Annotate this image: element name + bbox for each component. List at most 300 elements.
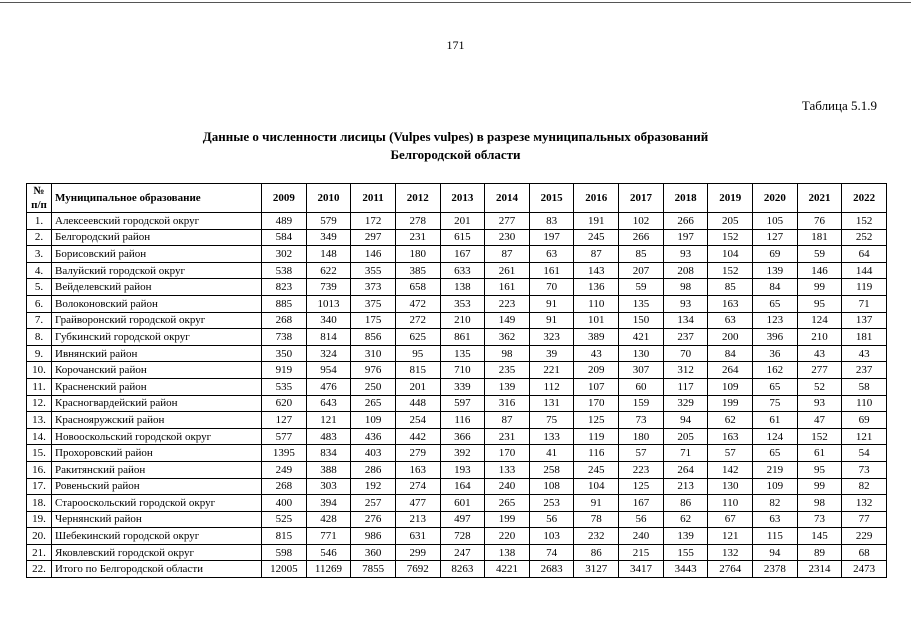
row-index: 10. <box>27 362 52 379</box>
count-cell: 489 <box>262 213 307 230</box>
municipality-name: Чернянский район <box>52 511 262 528</box>
count-cell: 76 <box>797 213 842 230</box>
count-cell: 167 <box>440 246 485 263</box>
count-cell: 210 <box>797 329 842 346</box>
count-cell: 135 <box>619 295 664 312</box>
count-cell: 73 <box>797 511 842 528</box>
count-cell: 253 <box>529 495 574 512</box>
count-cell: 2314 <box>797 561 842 578</box>
count-cell: 161 <box>529 262 574 279</box>
count-cell: 237 <box>663 329 708 346</box>
count-cell: 77 <box>842 511 887 528</box>
table-row <box>27 395 887 412</box>
count-cell: 43 <box>842 345 887 362</box>
count-cell: 59 <box>619 279 664 296</box>
count-cell: 170 <box>485 445 530 462</box>
count-cell: 268 <box>262 478 307 495</box>
count-cell: 232 <box>574 528 619 545</box>
count-cell: 266 <box>619 229 664 246</box>
count-cell: 197 <box>663 229 708 246</box>
count-cell: 525 <box>262 511 307 528</box>
count-cell: 112 <box>529 378 574 395</box>
count-cell: 132 <box>842 495 887 512</box>
count-cell: 615 <box>440 229 485 246</box>
count-cell: 396 <box>753 329 798 346</box>
count-cell: 62 <box>663 511 708 528</box>
count-cell: 56 <box>619 511 664 528</box>
count-cell: 633 <box>440 262 485 279</box>
count-cell: 728 <box>440 528 485 545</box>
count-cell: 61 <box>797 445 842 462</box>
count-cell: 107 <box>574 378 619 395</box>
count-cell: 389 <box>574 329 619 346</box>
table-row <box>27 412 887 429</box>
count-cell: 200 <box>708 329 753 346</box>
count-cell: 442 <box>395 428 440 445</box>
count-cell: 63 <box>708 312 753 329</box>
count-cell: 245 <box>574 461 619 478</box>
count-cell: 205 <box>663 428 708 445</box>
count-cell: 201 <box>395 378 440 395</box>
count-cell: 577 <box>262 428 307 445</box>
municipality-name: Вейделевский район <box>52 279 262 296</box>
count-cell: 3127 <box>574 561 619 578</box>
count-cell: 119 <box>842 279 887 296</box>
table-row <box>27 312 887 329</box>
count-cell: 986 <box>351 528 396 545</box>
count-cell: 472 <box>395 295 440 312</box>
count-cell: 815 <box>395 362 440 379</box>
count-cell: 448 <box>395 395 440 412</box>
count-cell: 65 <box>753 445 798 462</box>
count-cell: 155 <box>663 544 708 561</box>
header-year: 2021 <box>797 184 842 213</box>
count-cell: 145 <box>797 528 842 545</box>
count-cell: 70 <box>529 279 574 296</box>
row-index: 4. <box>27 262 52 279</box>
row-index: 21. <box>27 544 52 561</box>
table-row <box>27 478 887 495</box>
count-cell: 388 <box>306 461 351 478</box>
count-cell: 61 <box>753 412 798 429</box>
row-index: 8. <box>27 329 52 346</box>
count-cell: 349 <box>306 229 351 246</box>
row-index: 2. <box>27 229 52 246</box>
page-number: 171 <box>446 38 465 52</box>
count-cell: 220 <box>485 528 530 545</box>
count-cell: 144 <box>842 262 887 279</box>
count-cell: 771 <box>306 528 351 545</box>
count-cell: 954 <box>306 362 351 379</box>
row-index: 18. <box>27 495 52 512</box>
row-index: 15. <box>27 445 52 462</box>
count-cell: 73 <box>619 412 664 429</box>
count-cell: 124 <box>797 312 842 329</box>
count-cell: 78 <box>574 511 619 528</box>
count-cell: 102 <box>619 213 664 230</box>
count-cell: 109 <box>351 412 396 429</box>
count-cell: 73 <box>842 461 887 478</box>
count-cell: 208 <box>663 262 708 279</box>
count-cell: 69 <box>753 246 798 263</box>
count-cell: 98 <box>485 345 530 362</box>
count-cell: 199 <box>708 395 753 412</box>
count-cell: 94 <box>663 412 708 429</box>
count-cell: 254 <box>395 412 440 429</box>
count-cell: 2683 <box>529 561 574 578</box>
count-cell: 199 <box>485 511 530 528</box>
municipality-name: Старооскольский городской округ <box>52 495 262 512</box>
count-cell: 95 <box>797 295 842 312</box>
count-cell: 250 <box>351 378 396 395</box>
header-year: 2019 <box>708 184 753 213</box>
count-cell: 3443 <box>663 561 708 578</box>
count-cell: 2473 <box>842 561 887 578</box>
municipality-name: Борисовский район <box>52 246 262 263</box>
table-row <box>27 445 887 462</box>
count-cell: 125 <box>574 412 619 429</box>
count-cell: 148 <box>306 246 351 263</box>
count-cell: 223 <box>485 295 530 312</box>
count-cell: 3417 <box>619 561 664 578</box>
title-line-2: Белгородской области <box>390 147 521 162</box>
count-cell: 1395 <box>262 445 307 462</box>
count-cell: 362 <box>485 329 530 346</box>
count-cell: 56 <box>529 511 574 528</box>
count-cell: 149 <box>485 312 530 329</box>
row-index: 1. <box>27 213 52 230</box>
count-cell: 98 <box>797 495 842 512</box>
count-cell: 421 <box>619 329 664 346</box>
count-cell: 297 <box>351 229 396 246</box>
count-cell: 89 <box>797 544 842 561</box>
count-cell: 67 <box>708 511 753 528</box>
count-cell: 138 <box>485 544 530 561</box>
count-cell: 163 <box>395 461 440 478</box>
count-cell: 84 <box>753 279 798 296</box>
count-cell: 150 <box>619 312 664 329</box>
count-cell: 93 <box>663 295 708 312</box>
count-cell: 340 <box>306 312 351 329</box>
count-cell: 274 <box>395 478 440 495</box>
count-cell: 139 <box>485 378 530 395</box>
count-cell: 116 <box>440 412 485 429</box>
count-cell: 856 <box>351 329 396 346</box>
count-cell: 152 <box>708 262 753 279</box>
count-cell: 1013 <box>306 295 351 312</box>
count-cell: 117 <box>663 378 708 395</box>
count-cell: 110 <box>842 395 887 412</box>
count-cell: 142 <box>708 461 753 478</box>
count-cell: 392 <box>440 445 485 462</box>
count-cell: 64 <box>842 246 887 263</box>
table-row <box>27 345 887 362</box>
count-cell: 2378 <box>753 561 798 578</box>
count-cell: 268 <box>262 312 307 329</box>
count-cell: 137 <box>842 312 887 329</box>
row-index: 20. <box>27 528 52 545</box>
count-cell: 276 <box>351 511 396 528</box>
count-cell: 75 <box>753 395 798 412</box>
count-cell: 209 <box>574 362 619 379</box>
count-cell: 193 <box>440 461 485 478</box>
table-row <box>27 544 887 561</box>
count-cell: 54 <box>842 445 887 462</box>
count-cell: 180 <box>619 428 664 445</box>
count-cell: 127 <box>262 412 307 429</box>
count-cell: 310 <box>351 345 396 362</box>
header-year: 2020 <box>753 184 798 213</box>
count-cell: 373 <box>351 279 396 296</box>
count-cell: 658 <box>395 279 440 296</box>
count-cell: 312 <box>663 362 708 379</box>
count-cell: 91 <box>529 312 574 329</box>
count-cell: 601 <box>440 495 485 512</box>
title-line-1: Данные о численности лисицы (Vulpes vulpes) в разрезе муниципальных образований <box>202 129 709 144</box>
count-cell: 885 <box>262 295 307 312</box>
row-index: 5. <box>27 279 52 296</box>
count-cell: 162 <box>753 362 798 379</box>
count-cell: 272 <box>395 312 440 329</box>
row-index: 14. <box>27 428 52 445</box>
count-cell: 229 <box>842 528 887 545</box>
count-cell: 11269 <box>306 561 351 578</box>
count-cell: 350 <box>262 345 307 362</box>
count-cell: 625 <box>395 329 440 346</box>
count-cell: 159 <box>619 395 664 412</box>
count-cell: 264 <box>708 362 753 379</box>
count-cell: 181 <box>797 229 842 246</box>
count-cell: 394 <box>306 495 351 512</box>
count-cell: 738 <box>262 329 307 346</box>
table-label: Таблица 5.1.9 <box>801 98 877 113</box>
count-cell: 85 <box>619 246 664 263</box>
count-cell: 257 <box>351 495 396 512</box>
header-year: 2009 <box>262 184 307 213</box>
municipality-name: Краснояружский район <box>52 412 262 429</box>
count-cell: 976 <box>351 362 396 379</box>
count-cell: 739 <box>306 279 351 296</box>
count-cell: 323 <box>529 329 574 346</box>
count-cell: 535 <box>262 378 307 395</box>
count-cell: 7855 <box>351 561 396 578</box>
count-cell: 8263 <box>440 561 485 578</box>
count-cell: 329 <box>663 395 708 412</box>
count-cell: 84 <box>708 345 753 362</box>
count-cell: 215 <box>619 544 664 561</box>
row-index: 13. <box>27 412 52 429</box>
count-cell: 91 <box>529 295 574 312</box>
count-cell: 57 <box>619 445 664 462</box>
count-cell: 121 <box>306 412 351 429</box>
count-cell: 546 <box>306 544 351 561</box>
count-cell: 39 <box>529 345 574 362</box>
count-cell: 109 <box>753 478 798 495</box>
count-cell: 180 <box>395 246 440 263</box>
header-year: 2017 <box>619 184 664 213</box>
count-cell: 823 <box>262 279 307 296</box>
municipality-name: Прохоровский район <box>52 445 262 462</box>
count-cell: 104 <box>708 246 753 263</box>
municipality-name: Белгородский район <box>52 229 262 246</box>
count-cell: 164 <box>440 478 485 495</box>
count-cell: 124 <box>753 428 798 445</box>
count-cell: 115 <box>753 528 798 545</box>
count-cell: 235 <box>485 362 530 379</box>
count-cell: 814 <box>306 329 351 346</box>
count-cell: 497 <box>440 511 485 528</box>
count-cell: 230 <box>485 229 530 246</box>
count-cell: 62 <box>708 412 753 429</box>
municipality-name: Красногвардейский район <box>52 395 262 412</box>
count-cell: 133 <box>485 461 530 478</box>
count-cell: 299 <box>395 544 440 561</box>
count-cell: 205 <box>708 213 753 230</box>
count-cell: 277 <box>485 213 530 230</box>
municipality-name: Шебекинский городской округ <box>52 528 262 545</box>
count-cell: 138 <box>440 279 485 296</box>
count-cell: 375 <box>351 295 396 312</box>
table-row <box>27 528 887 545</box>
count-cell: 175 <box>351 312 396 329</box>
count-cell: 622 <box>306 262 351 279</box>
count-cell: 105 <box>753 213 798 230</box>
header-municipality: Муниципальное образование <box>52 184 262 213</box>
count-cell: 385 <box>395 262 440 279</box>
count-cell: 152 <box>842 213 887 230</box>
count-cell: 125 <box>619 478 664 495</box>
municipality-name: Волоконовский район <box>52 295 262 312</box>
count-cell: 598 <box>262 544 307 561</box>
municipality-name: Ракитянский район <box>52 461 262 478</box>
count-cell: 103 <box>529 528 574 545</box>
count-cell: 85 <box>708 279 753 296</box>
municipality-name: Яковлевский городской округ <box>52 544 262 561</box>
count-cell: 109 <box>708 378 753 395</box>
count-cell: 261 <box>485 262 530 279</box>
municipality-name: Новооскольский городской округ <box>52 428 262 445</box>
row-index: 17. <box>27 478 52 495</box>
count-cell: 71 <box>842 295 887 312</box>
count-cell: 82 <box>753 495 798 512</box>
table-row <box>27 461 887 478</box>
count-cell: 65 <box>753 378 798 395</box>
count-cell: 221 <box>529 362 574 379</box>
municipality-name: Красненский район <box>52 378 262 395</box>
count-cell: 279 <box>395 445 440 462</box>
count-cell: 192 <box>351 478 396 495</box>
municipality-name: Губкинский городской округ <box>52 329 262 346</box>
header-year: 2013 <box>440 184 485 213</box>
count-cell: 161 <box>485 279 530 296</box>
count-cell: 43 <box>574 345 619 362</box>
count-cell: 121 <box>708 528 753 545</box>
top-rule <box>0 2 911 3</box>
count-cell: 579 <box>306 213 351 230</box>
count-cell: 213 <box>395 511 440 528</box>
municipality-name: Ивнянский район <box>52 345 262 362</box>
count-cell: 139 <box>753 262 798 279</box>
count-cell: 170 <box>574 395 619 412</box>
count-cell: 146 <box>351 246 396 263</box>
table-row <box>27 213 887 230</box>
count-cell: 36 <box>753 345 798 362</box>
count-cell: 277 <box>797 362 842 379</box>
count-cell: 302 <box>262 246 307 263</box>
table-header-row <box>27 184 887 213</box>
count-cell: 152 <box>797 428 842 445</box>
count-cell: 223 <box>619 461 664 478</box>
header-year: 2022 <box>842 184 887 213</box>
count-cell: 139 <box>663 528 708 545</box>
count-cell: 59 <box>797 246 842 263</box>
count-cell: 121 <box>842 428 887 445</box>
count-cell: 110 <box>574 295 619 312</box>
count-cell: 52 <box>797 378 842 395</box>
count-cell: 436 <box>351 428 396 445</box>
table-row <box>27 229 887 246</box>
count-cell: 87 <box>574 246 619 263</box>
count-cell: 286 <box>351 461 396 478</box>
header-year: 2010 <box>306 184 351 213</box>
municipality-name: Алексеевский городской округ <box>52 213 262 230</box>
count-cell: 134 <box>663 312 708 329</box>
table-row <box>27 378 887 395</box>
count-cell: 110 <box>708 495 753 512</box>
count-cell: 2764 <box>708 561 753 578</box>
count-cell: 163 <box>708 295 753 312</box>
municipality-name: Ровеньский район <box>52 478 262 495</box>
count-cell: 82 <box>842 478 887 495</box>
municipality-name: Итого по Белгородской области <box>52 561 262 578</box>
count-cell: 172 <box>351 213 396 230</box>
count-cell: 57 <box>708 445 753 462</box>
count-cell: 127 <box>753 229 798 246</box>
count-cell: 266 <box>663 213 708 230</box>
municipality-name: Корочанский район <box>52 362 262 379</box>
count-cell: 108 <box>529 478 574 495</box>
count-cell: 264 <box>663 461 708 478</box>
count-cell: 231 <box>485 428 530 445</box>
count-cell: 86 <box>574 544 619 561</box>
count-cell: 91 <box>574 495 619 512</box>
count-cell: 68 <box>842 544 887 561</box>
count-cell: 191 <box>574 213 619 230</box>
count-cell: 197 <box>529 229 574 246</box>
count-cell: 98 <box>663 279 708 296</box>
count-cell: 43 <box>797 345 842 362</box>
table-row <box>27 246 887 263</box>
count-cell: 7692 <box>395 561 440 578</box>
row-index: 12. <box>27 395 52 412</box>
table-row <box>27 511 887 528</box>
row-index: 7. <box>27 312 52 329</box>
count-cell: 324 <box>306 345 351 362</box>
municipality-name: Грайворонский городской округ <box>52 312 262 329</box>
count-cell: 210 <box>440 312 485 329</box>
count-cell: 71 <box>663 445 708 462</box>
header-year: 2014 <box>485 184 530 213</box>
count-cell: 146 <box>797 262 842 279</box>
municipality-name: Валуйский городской округ <box>52 262 262 279</box>
count-cell: 360 <box>351 544 396 561</box>
header-year: 2012 <box>395 184 440 213</box>
count-cell: 207 <box>619 262 664 279</box>
count-cell: 74 <box>529 544 574 561</box>
table-row <box>27 428 887 445</box>
count-cell: 213 <box>663 478 708 495</box>
population-table <box>26 183 887 578</box>
